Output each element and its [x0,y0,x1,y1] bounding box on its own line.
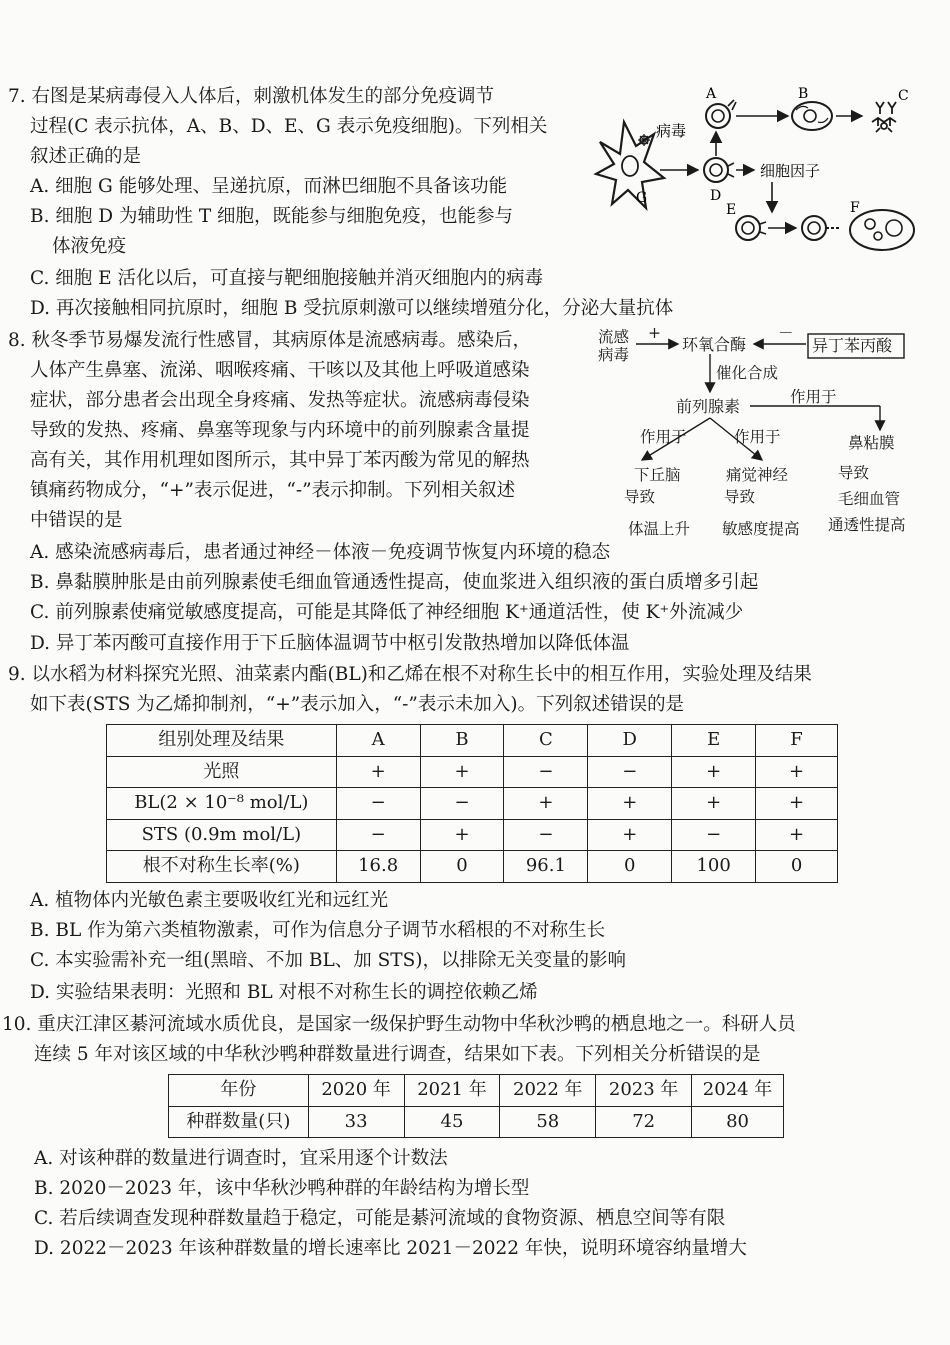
cell-f-label: F [850,200,860,216]
table-cell: + [756,819,838,851]
virus-label: 病毒 [656,122,687,140]
table-cell: 72 [596,1106,692,1138]
q10-option-d: D. 2022－2023 年该种群数量的增长速率比 2021－2022 年快，说明环境容纳量增大 [34,1238,747,1259]
hypothalamus-node: 下丘脑 [634,466,681,484]
antibody-label: C [898,88,909,104]
q9-option-b: B. BL 作为第六类植物激素，可作为信息分子调节水稻根的不对称生长 [30,920,606,941]
table-row [107,756,838,788]
antibody-icon [872,102,896,132]
q10-stem-2: 连续 5 年对该区域的中华秋沙鸭种群数量进行调查，结果如下表。下列相关分析错误的是 [34,1044,761,1065]
table-cell: 0 [588,851,672,883]
q7-option-b-cont: 体液免疫 [52,236,127,257]
table-cell: 58 [500,1106,596,1138]
table-cell: − [588,756,672,788]
q8-stem-5: 高有关，其作用机理如图所示，其中异丁苯丙酸为常见的解热 [30,450,530,471]
q9-option-c: C. 本实验需补充一组(黑暗、不加 BL、加 STS)，以排除无关变量的影响 [30,950,627,971]
q7-immune-diagram [592,82,932,260]
capillary-node: 毛细血管 [838,490,901,508]
q10-option-a: A. 对该种群的数量进行调查时，宜采用逐个计数法 [34,1148,448,1169]
table-cell: − [672,819,756,851]
sens-up-node: 敏感度提高 [722,520,800,538]
table-header-row [169,1075,784,1107]
table-cell: − [420,788,504,820]
q8-stem-3: 症状，部分患者会出现全身疼痛、发热等症状。流感病毒侵染 [30,390,530,411]
q7-stem-3: 叙述正确的是 [30,146,142,167]
q7-option-c: C. 细胞 E 活化以后，可直接与靶细胞接触并消灭细胞内的病毒 [30,268,544,289]
cytokine-label: 细胞因子 [760,162,821,180]
q7-option-d: D. 再次接触相同抗原时，细胞 B 受抗原刺激可以继续增殖分化，分泌大量抗体 [30,298,674,319]
cell-d-icon [704,158,734,182]
nasal-node: 鼻粘膜 [848,434,895,452]
acts-on-label-3: 作用于 [734,428,781,446]
q8-mechanism-diagram [598,326,928,542]
table-cell: + [672,756,756,788]
permeability-node: 通透性提高 [828,516,906,534]
table-cell: + [756,788,838,820]
table-header-cell: 2023 年 [596,1075,692,1107]
minus-sign: － [778,324,794,342]
q10-option-b: B. 2020－2023 年，该中华秋沙鸭种群的年龄结构为增长型 [34,1178,530,1199]
q8-stem-1: 8. 秋冬季节易爆发流行性感冒，其病原体是流感病毒。感染后， [8,330,532,351]
table-cell: + [420,819,504,851]
table-row [107,788,838,820]
table-cell: + [588,819,672,851]
q8-stem-2: 人体产生鼻塞、流涕、咽喉疼痛、干咳以及其他上呼吸道感染 [30,360,530,381]
q9-stem-2: 如下表(STS 为乙烯抑制剂，“+”表示加入，“-”表示未加入)。下列叙述错误的是 [30,694,685,715]
table-header-cell: A [336,725,420,757]
pain-nerve-node: 痛觉神经 [726,466,789,484]
table-header-cell: F [756,725,838,757]
q7-option-b: B. 细胞 D 为辅助性 T 细胞，既能参与细胞免疫，也能参与 [30,206,514,227]
catalyze-label: 催化合成 [716,364,779,382]
table-cell: + [420,756,504,788]
table-cell: + [756,756,838,788]
plus-sign: + [648,324,661,342]
pg-node: 前列腺素 [676,397,741,416]
drug-node: 异丁苯丙酸 [812,336,893,355]
table-header-cell: D [588,725,672,757]
q9-table [106,724,838,883]
cell-e-label: E [726,202,737,218]
table-cell: − [336,819,420,851]
table-header-cell: B [420,725,504,757]
table-cell: + [336,756,420,788]
q7-stem-1: 7. 右图是某病毒侵入人体后，刺激机体发生的部分免疫调节 [8,86,495,107]
cell-e-icon [736,216,766,240]
q9-stem-1: 9. 以水稻为材料探究光照、油菜素内酯(BL)和乙烯在根不对称生长中的相互作用，实验处理及结果 [8,664,812,685]
q9-option-d: D. 实验结果表明：光照和 BL 对根不对称生长的调控依赖乙烯 [30,982,538,1003]
acts-on-label-2: 作用于 [640,428,687,446]
table-header-cell: 组别处理及结果 [107,725,337,757]
enzyme-node: 环氧合酶 [682,335,747,354]
q8-option-d: D. 异丁苯丙酸可直接作用于下丘脑体温调节中枢引发散热增加以降低体温 [30,633,630,654]
table-header-cell: C [504,725,588,757]
leads-to-1: 导致 [624,488,656,506]
table-cell: + [672,788,756,820]
table-cell: BL(2 × 10⁻⁸ mol/L) [107,788,337,820]
temp-up-node: 体温上升 [628,520,691,538]
q8-option-a: A. 感染流感病毒后，患者通过神经－体液－免疫调节恢复内环境的稳态 [30,542,611,563]
table-cell: − [336,788,420,820]
q10-option-c: C. 若后续调查发现种群数量趋于稳定，可能是綦河流域的食物资源、栖息空间等有限 [34,1208,726,1229]
table-cell: − [504,819,588,851]
table-header-cell: 2021 年 [404,1075,500,1107]
table-row [169,1106,784,1138]
cell-b-label: B [798,86,809,102]
table-cell: 100 [672,851,756,883]
table-header-cell: 2020 年 [308,1075,404,1107]
target-cell-icon [850,210,914,250]
table-header-cell: E [672,725,756,757]
q8-option-c: C. 前列腺素使痛觉敏感度提高，可能是其降低了神经细胞 K⁺通道活性，使 K⁺外流减少 [30,602,744,623]
cell-g-label: G [636,190,648,206]
q7-option-a: A. 细胞 G 能够处理、呈递抗原，而淋巴细胞不具备该功能 [30,176,508,197]
table-cell: 0 [420,851,504,883]
table-cell: STS (0.9m mol/L) [107,819,337,851]
cell-g-icon [596,122,664,208]
table-row [107,851,838,883]
virus-node: 流感 病毒 [598,328,630,364]
cell-f-icon [802,216,840,240]
table-header-cell: 2022 年 [500,1075,596,1107]
q8-stem-7: 中错误的是 [30,510,123,531]
cell-b-icon [792,102,832,130]
table-cell: 96.1 [504,851,588,883]
table-header-cell: 2024 年 [692,1075,784,1107]
table-cell: 根不对称生长率(%) [107,851,337,883]
q8-stem-4: 导致的发热、疼痛、鼻塞等现象与内环境中的前列腺素含量提 [30,420,530,441]
cell-d-label: D [710,188,722,204]
table-cell: 16.8 [336,851,420,883]
table-cell: + [588,788,672,820]
table-cell: 0 [756,851,838,883]
leads-to-2: 导致 [724,488,756,506]
table-cell: + [504,788,588,820]
table-cell: 33 [308,1106,404,1138]
q8-option-b: B. 鼻黏膜肿胀是由前列腺素使毛细血管通透性提高，使血浆进入组织液的蛋白质增多引起 [30,572,759,593]
q10-stem-1: 10. 重庆江津区綦河流域水质优良，是国家一级保护野生动物中华秋沙鸭的栖息地之一。科研人员 [2,1014,796,1035]
q10-table [168,1074,784,1138]
table-cell: 45 [404,1106,500,1138]
acts-on-label-1: 作用于 [790,388,837,406]
table-header-cell: 年份 [169,1075,309,1107]
leads-to-3: 导致 [838,464,870,482]
table-cell: 光照 [107,756,337,788]
cell-a-label: A [706,86,717,102]
q7-stem-2: 过程(C 表示抗体，A、B、D、E、G 表示免疫细胞)。下列相关 [30,116,548,137]
table-header-row [107,725,838,757]
table-cell: 80 [692,1106,784,1138]
table-cell: − [504,756,588,788]
table-cell: 种群数量(只) [169,1106,309,1138]
q8-stem-6: 镇痛药物成分，“+”表示促进，“-”表示抑制。下列相关叙述 [30,480,516,501]
cell-a-icon [706,100,736,128]
table-row [107,819,838,851]
q9-option-a: A. 植物体内光敏色素主要吸收红光和远红光 [30,890,389,911]
